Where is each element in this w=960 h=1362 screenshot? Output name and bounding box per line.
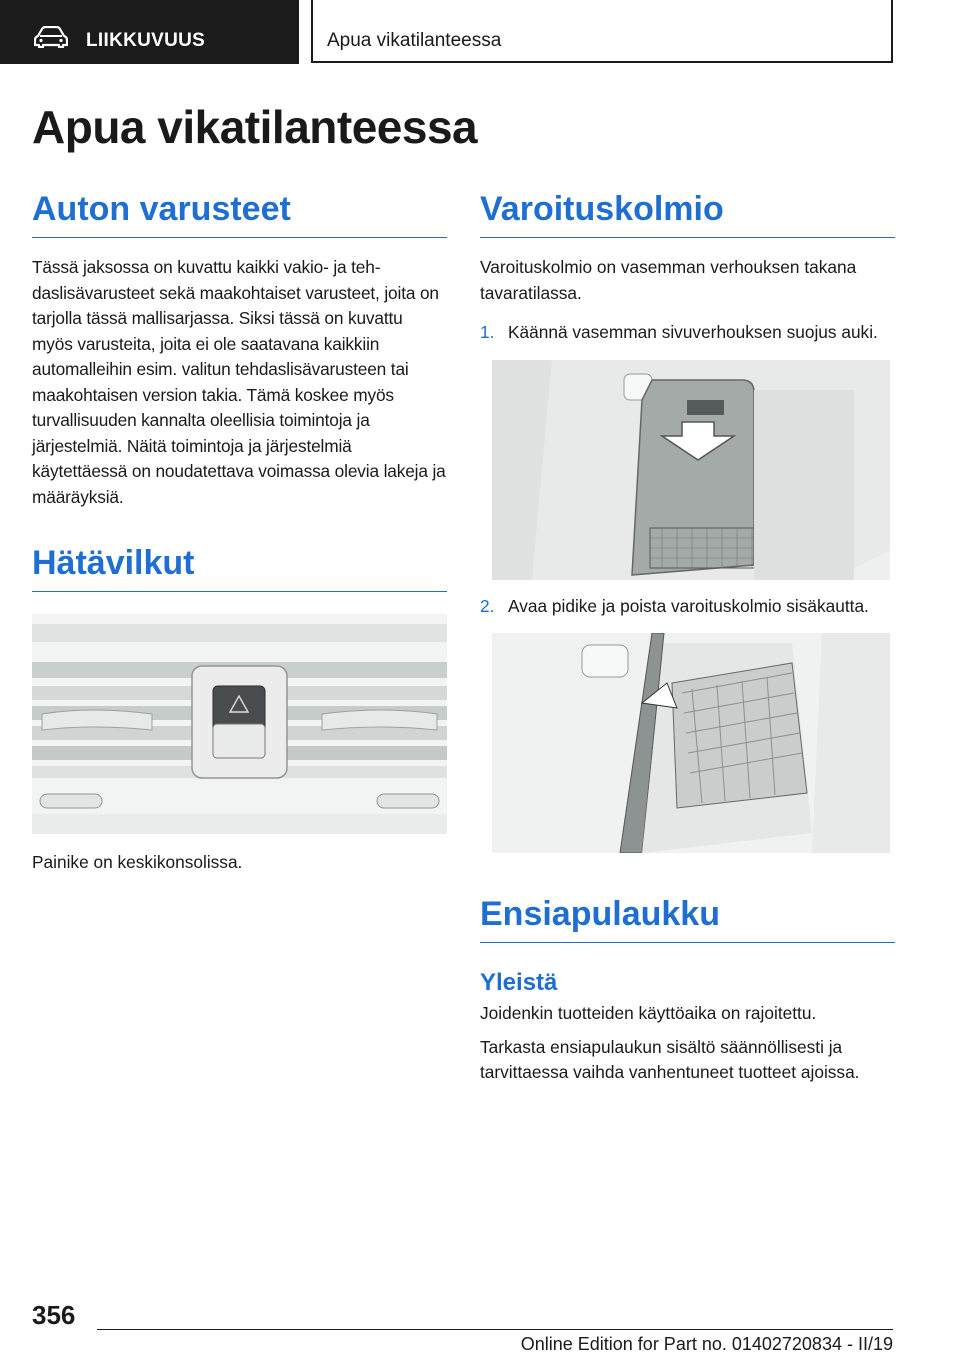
section-tab-title: Apua vikatilanteessa — [327, 30, 502, 51]
car-icon — [34, 26, 68, 48]
hazard-button-figure — [32, 614, 447, 834]
heading-varoituskolmio: Varoituskolmio — [480, 190, 895, 238]
list-item-step-1 — [480, 320, 898, 346]
page-title: Apua vikatilanteessa — [32, 101, 478, 153]
section-tab — [311, 0, 893, 63]
paragraph-check-contents: Tarkasta ensiapulaukun sisältö säännöllisesti ja tarvittaessa vaihda vanhentuneet tuotteet ajoissa. — [480, 1036, 860, 1082]
page-number: 356 — [32, 1300, 76, 1330]
hazard-button-illustration — [32, 614, 447, 834]
chapter-header — [0, 0, 299, 64]
footer-divider — [97, 1329, 893, 1330]
list-item-step-2 — [480, 594, 898, 620]
subheading-yleista: Yleistä — [480, 969, 558, 996]
step-number: 1. — [480, 322, 495, 342]
caption-hazard-button: Painike on keskikonsolissa. — [32, 852, 243, 872]
chapter-label: LIIKKUVUUS — [86, 30, 206, 51]
heading-auton-varusteet: Auton varusteet — [32, 190, 447, 238]
trunk-cover-illustration — [492, 360, 890, 580]
heading-ensiapulaukku: Ensiapulaukku — [480, 895, 895, 943]
step-number: 2. — [480, 595, 495, 616]
footer-edition: Online Edition for Part no. 01402720834 - II/19 — [520, 1334, 893, 1354]
trunk-cover-figure — [492, 360, 890, 580]
warning-triangle-figure — [492, 633, 890, 853]
step-text: Avaa pidike ja poista varoituskolmio sisäkautta. — [508, 595, 869, 616]
paragraph-triangle-location: Varoituskolmio on vasemman verhouksen takana tavaratilassa. — [480, 257, 857, 303]
warning-triangle-illustration — [492, 633, 890, 853]
heading-hatavilkut: Hätävilkut — [32, 544, 447, 592]
paragraph-equipment: Tässä jaksossa on kuvattu kaikki vakio- ja tehdaslisävarusteet sekä maakohtaiset varusteet, joita on tarjolla tässä mallisarjassa. Siksi tässä on kuvattu myös varusteita, joita ei ole saatavana kaikkiin automalleihin esim. valitun tehdaslisävarusteen tai maakohtaisen version takia. Tämä koskee myös turvallisuuden kannalta oleellisia toimintoja ja järjestelmiä. Näitä toimintoja ja järjestelmiä käytettäessä on noudatettava voimassa olevia lakeja ja määräyksiä. — [32, 257, 446, 507]
step-text: Käännä vasemman sivuverhouksen suojus auki. — [508, 322, 878, 342]
left-column — [32, 190, 447, 876]
paragraph-shelf-life: Joidenkin tuotteiden käyttöaika on rajoitettu. — [480, 1003, 817, 1023]
right-column — [480, 190, 895, 1086]
